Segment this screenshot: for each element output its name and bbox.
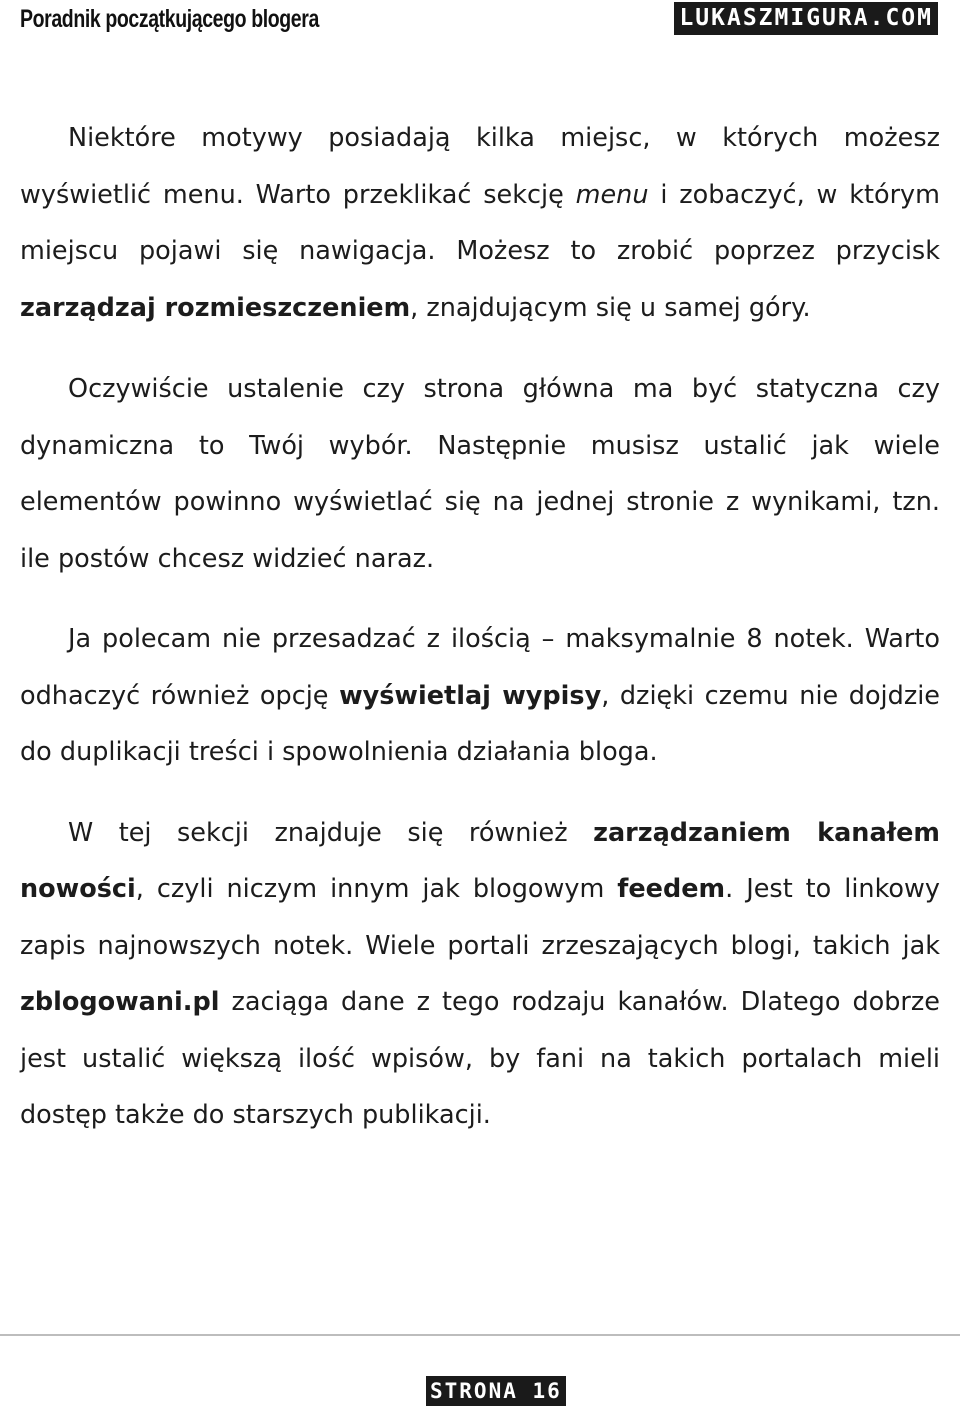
article-body [20,110,940,1144]
text-run: Niektóre motywy posiadają kilka miejsc, w których możesz wyświetlić menu. Warto przeklikać sekcję [20,123,940,210]
page-number-badge: STRONA 16 [426,1376,566,1406]
site-logo: LUKASZMIGURA.COM [674,2,938,35]
bold-text: zblogowani.pl [20,987,220,1017]
bold-text: zarządzaj rozmieszczeniem [20,292,411,323]
bold-text: wyświetlaj wypisy [339,680,602,711]
text-run: , znajdującym się u samej góry. [410,292,811,323]
footer-divider [0,1334,960,1336]
text-run: , czyli niczym innym jak blogowym [135,874,618,904]
document-title: Poradnik początkującego blogera [20,5,319,33]
emphasis-text: menu [575,179,649,210]
bold-text: zarządzaniem kanałem nowości [20,817,940,904]
text-run: Ja polecam nie przesadzać z ilością – maksymalnie 8 notek. Warto odhaczyć również opcję [20,624,940,711]
text-run: , dzięki czemu nie dojdzie do duplikacji treści i spowolnienia działania bloga. [20,680,940,767]
text-run: i zobaczyć, w którym miejscu pojawi się nawigacja. Możesz to zrobić poprzez przycisk [20,179,940,266]
paragraph-homepage-settings [20,361,940,587]
page-header [0,0,960,40]
text-run: . Jest to linkowy zapis najnowszych notek. Wiele portali zrzeszających blogi, takich jak [20,874,940,961]
bold-text: feedem [617,874,726,904]
text-run: W tej sekcji znajduje się również [68,817,594,848]
text-run: zaciąga dane z tego rodzaju kanałów. Dlatego dobrze jest ustalić większą ilość wpisów, by fani na takich portalach mieli dostęp także do starszych publikacji. [20,987,940,1130]
paragraph-menu-locations [20,110,940,336]
text-run: Oczywiście ustalenie czy strona główna ma być statyczna czy dynamiczna to Twój wybór. Następnie musisz ustalić jak wiele elementów powinno wyświetlać się na jednej stronie z wynikami, tzn. ile postów chcesz widzieć naraz. [20,374,940,574]
paragraph-post-count [20,611,940,781]
paragraph-feed [20,805,940,1144]
